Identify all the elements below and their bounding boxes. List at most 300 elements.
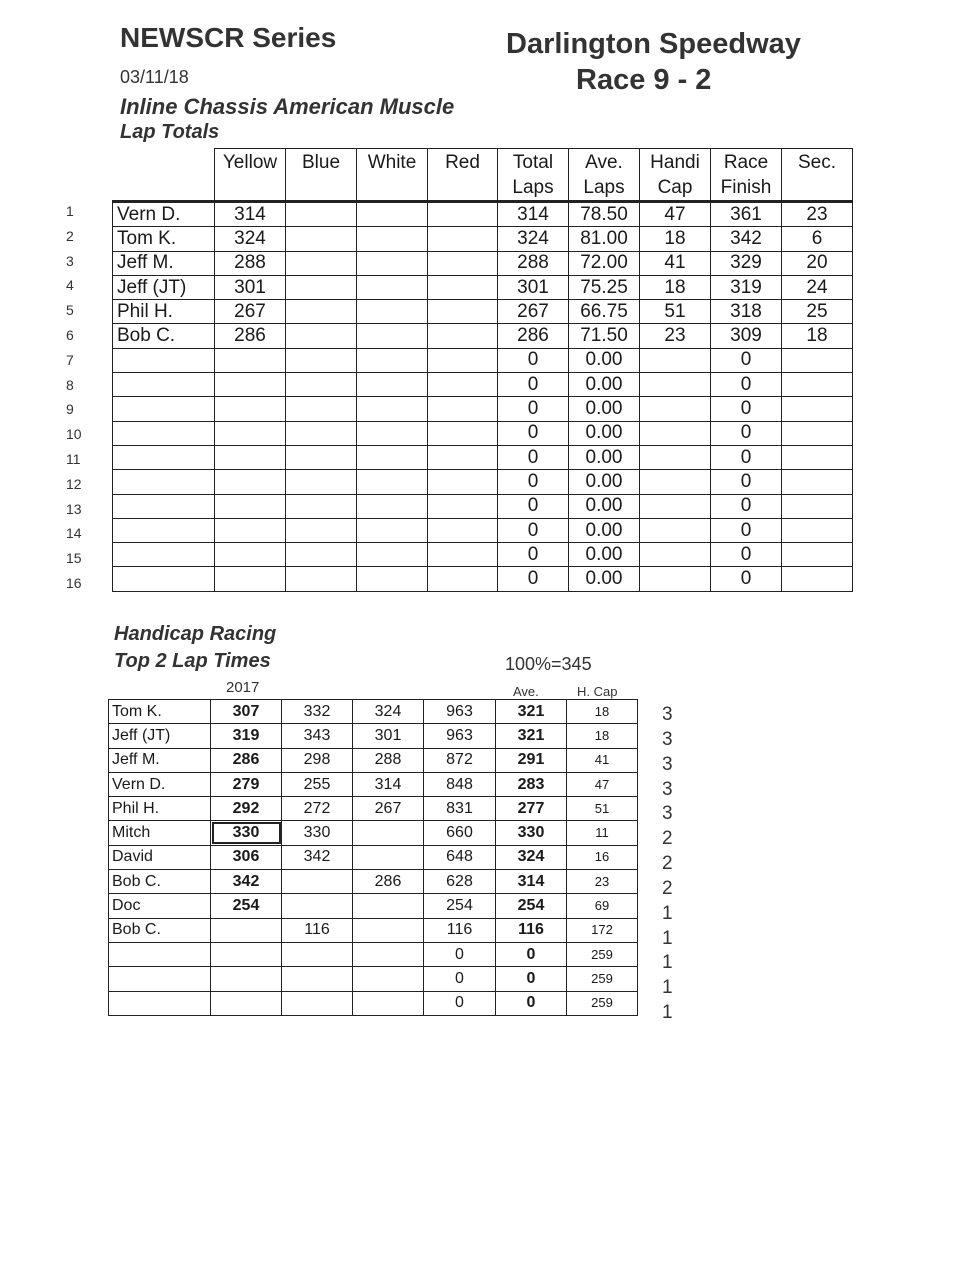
cell-sec [782,373,853,397]
cell-hcap: 16 [567,845,638,869]
cell-ave: 0.00 [569,494,640,518]
column-header-line1: Blue [301,152,341,173]
cell-handicap [640,470,711,494]
cell-yellow [215,445,286,469]
table-row [113,202,853,227]
cell-sec [782,518,853,542]
cell-y2017: 279 [211,772,282,796]
table-row [109,772,638,796]
cell-yellow [215,373,286,397]
row-number: 15 [66,550,82,567]
cell-total: 0 [498,373,569,397]
cell-ave: 81.00 [569,227,640,251]
cell-finish: 329 [711,251,782,275]
column-header-line2: Laps [512,177,554,198]
cell-sec [782,543,853,567]
cell-yellow [215,421,286,445]
cell-total: 831 [424,797,496,821]
cell-total: 324 [498,227,569,251]
cell-ave: 0.00 [569,445,640,469]
cell-name [113,470,215,494]
header-blank [113,149,215,202]
table-row [113,494,853,518]
cell-y2017: 254 [211,894,282,918]
cell-blue [286,445,357,469]
cell-name: Bob C. [109,918,211,942]
table-row [109,967,638,991]
cell-ave: 0 [496,967,567,991]
cell-sec [782,397,853,421]
cell-blue [286,202,357,227]
cell-total: 0 [424,942,496,966]
cell-y2017: 342 [211,870,282,894]
cell-finish: 361 [711,202,782,227]
cell-name [113,421,215,445]
cell-finish: 0 [711,373,782,397]
cell-name: Jeff (JT) [113,275,215,299]
cell-c2 [282,942,353,966]
cell-name [113,567,215,591]
cell-red [428,518,498,542]
cell-total: 628 [424,870,496,894]
cell-finish: 0 [711,518,782,542]
cell-white [357,348,428,372]
cell-c2: 342 [282,845,353,869]
cell-c2: 272 [282,797,353,821]
cell-white [357,227,428,251]
class-name: Inline Chassis American Muscle [120,94,455,119]
column-header [569,149,640,202]
cell-total: 0 [498,421,569,445]
cell-blue [286,275,357,299]
percent-note: 100%=345 [505,654,592,674]
race-count: 2 [662,828,673,850]
cell-blue [286,397,357,421]
cell-hcap: 259 [567,942,638,966]
table-row [109,700,638,724]
cell-handicap [640,373,711,397]
cell-name: Tom K. [113,227,215,251]
row-number: 5 [66,302,74,319]
table-row [109,797,638,821]
cell-hcap: 18 [567,724,638,748]
cell-y2017 [211,942,282,966]
cell-handicap [640,397,711,421]
cell-c3 [353,942,424,966]
column-header-line1: White [367,152,417,173]
cell-white [357,543,428,567]
race-count: 3 [662,753,673,775]
column-header-line1: Handi [650,152,700,173]
handicap-table [108,699,638,1016]
race-count: 2 [662,853,673,875]
cell-handicap [640,348,711,372]
cell-total: 0 [424,967,496,991]
cell-sec: 20 [782,251,853,275]
cell-sec [782,445,853,469]
cell-c3 [353,918,424,942]
cell-handicap: 51 [640,300,711,324]
cell-white [357,251,428,275]
cell-blue [286,543,357,567]
cell-white [357,202,428,227]
cell-blue [286,373,357,397]
cell-name: Jeff (JT) [109,724,211,748]
table-row [113,373,853,397]
cell-yellow [215,543,286,567]
cell-c2: 116 [282,918,353,942]
table-row [109,942,638,966]
cell-ave: 321 [496,724,567,748]
cell-hcap: 11 [567,821,638,845]
cell-ave: 75.25 [569,275,640,299]
cell-handicap: 47 [640,202,711,227]
cell-white [357,421,428,445]
cell-white [357,518,428,542]
cell-white [357,397,428,421]
column-header [498,149,569,202]
cell-yellow: 314 [215,202,286,227]
cell-finish: 0 [711,567,782,591]
table-row [113,324,853,348]
cell-blue [286,348,357,372]
cell-y2017: 286 [211,748,282,772]
cell-c3: 267 [353,797,424,821]
cell-white [357,445,428,469]
column-header-line1: Yellow [222,152,278,173]
cell-name: Tom K. [109,700,211,724]
cell-blue [286,227,357,251]
row-number: 14 [66,525,82,542]
cell-hcap: 51 [567,797,638,821]
track-name: Darlington Speedway [506,28,801,60]
cell-total: 0 [498,518,569,542]
cell-ave: 72.00 [569,251,640,275]
cell-sec: 23 [782,202,853,227]
cell-red [428,421,498,445]
cell-red [428,275,498,299]
cell-c3 [353,991,424,1015]
cell-c2: 330 [282,821,353,845]
row-number: 4 [66,277,74,294]
cell-yellow: 286 [215,324,286,348]
cell-yellow [215,470,286,494]
cell-ave: 321 [496,700,567,724]
handicap-subtitle: Top 2 Lap Times [114,650,271,672]
table-row [109,748,638,772]
cell-c3: 301 [353,724,424,748]
cell-hcap: 259 [567,991,638,1015]
column-header-line1: Race [723,152,769,173]
cell-total: 116 [424,918,496,942]
cell-sec [782,421,853,445]
cell-finish: 0 [711,397,782,421]
cell-c3: 324 [353,700,424,724]
handicap-title: Handicap Racing [114,623,277,645]
cell-red [428,251,498,275]
cell-finish: 0 [711,348,782,372]
row-number: 2 [66,227,74,244]
cell-y2017: 306 [211,845,282,869]
table-row [113,348,853,372]
cell-white [357,275,428,299]
cell-total: 286 [498,324,569,348]
row-number: 11 [66,450,81,467]
cell-handicap: 23 [640,324,711,348]
row-number: 16 [66,574,82,591]
cell-total: 0 [498,567,569,591]
race-date: 03/11/18 [120,67,189,87]
cell-sec [782,494,853,518]
race-count: 3 [662,778,673,800]
cell-hcap: 47 [567,772,638,796]
cell-c2 [282,991,353,1015]
cell-name [113,373,215,397]
cell-y2017: 319 [211,724,282,748]
cell-total: 314 [498,202,569,227]
table-row [109,845,638,869]
cell-ave: 0.00 [569,421,640,445]
cell-finish: 0 [711,445,782,469]
table-row [113,275,853,299]
cell-name [113,543,215,567]
cell-finish: 318 [711,300,782,324]
cell-red [428,300,498,324]
column-header-line2: Cap [657,177,693,198]
cell-yellow: 301 [215,275,286,299]
cell-white [357,567,428,591]
cell-c3: 288 [353,748,424,772]
cell-finish: 342 [711,227,782,251]
table-row [113,227,853,251]
cell-total: 0 [498,445,569,469]
row-number: 12 [66,475,82,492]
cell-finish: 0 [711,543,782,567]
cell-ave: 0.00 [569,567,640,591]
cell-red [428,567,498,591]
lap-totals-header-row [113,149,853,202]
race-count: 2 [662,877,673,899]
cell-y2017 [211,918,282,942]
cell-total: 0 [498,543,569,567]
cell-yellow [215,397,286,421]
table-row [113,543,853,567]
cell-ave: 0 [496,942,567,966]
cell-red [428,445,498,469]
cell-handicap [640,518,711,542]
table-row [109,724,638,748]
cell-total: 872 [424,748,496,772]
cell-white [357,324,428,348]
hcap-label: H. Cap [577,684,618,699]
table-row [109,918,638,942]
cell-ave: 314 [496,870,567,894]
cell-name: Jeff M. [109,748,211,772]
cell-handicap: 41 [640,251,711,275]
cell-red [428,373,498,397]
cell-name: Bob C. [113,324,215,348]
cell-total: 0 [498,470,569,494]
cell-y2017: 307 [211,700,282,724]
column-header-line1: Sec. [797,152,837,173]
table-row [109,991,638,1015]
cell-ave: 0.00 [569,470,640,494]
cell-y2017: 330 [211,821,282,845]
cell-finish: 0 [711,470,782,494]
cell-c2: 332 [282,700,353,724]
table-row [109,870,638,894]
cell-blue [286,494,357,518]
row-number: 1 [66,203,74,219]
cell-yellow [215,494,286,518]
race-count-column [662,703,673,1026]
table-row [113,518,853,542]
cell-sec [782,348,853,372]
cell-handicap: 18 [640,227,711,251]
cell-total: 0 [424,991,496,1015]
row-number: 9 [66,401,74,418]
cell-handicap [640,494,711,518]
cell-hcap: 172 [567,918,638,942]
cell-handicap [640,445,711,469]
cell-total: 267 [498,300,569,324]
cell-yellow: 288 [215,251,286,275]
cell-red [428,348,498,372]
table-row [113,567,853,591]
cell-c3 [353,845,424,869]
cell-sec: 6 [782,227,853,251]
cell-ave: 0.00 [569,397,640,421]
cell-name: Vern D. [113,202,215,227]
cell-red [428,494,498,518]
cell-red [428,543,498,567]
cell-name [113,518,215,542]
column-header-line1: Total [512,152,554,173]
race-count: 3 [662,803,673,825]
cell-name [113,397,215,421]
row-number: 13 [66,500,82,517]
row-number: 3 [66,252,74,269]
cell-yellow: 267 [215,300,286,324]
column-header [286,149,357,202]
cell-finish: 0 [711,421,782,445]
cell-red [428,324,498,348]
cell-name [109,991,211,1015]
cell-name [113,348,215,372]
cell-name: David [109,845,211,869]
cell-total: 301 [498,275,569,299]
cell-red [428,202,498,227]
cell-y2017: 292 [211,797,282,821]
cell-total: 0 [498,494,569,518]
cell-name: Phil H. [109,797,211,821]
cell-ave: 0.00 [569,373,640,397]
cell-total: 0 [498,397,569,421]
cell-name [113,494,215,518]
cell-handicap [640,421,711,445]
cell-ave: 78.50 [569,202,640,227]
cell-yellow [215,348,286,372]
race-count: 1 [662,902,673,924]
cell-y2017 [211,991,282,1015]
cell-c2 [282,967,353,991]
table-row [113,300,853,324]
row-number-column [66,199,82,596]
cell-ave: 277 [496,797,567,821]
cell-yellow: 324 [215,227,286,251]
cell-ave: 0.00 [569,518,640,542]
cell-sec: 25 [782,300,853,324]
cell-ave: 0.00 [569,348,640,372]
cell-sec: 24 [782,275,853,299]
cell-name: Mitch [109,821,211,845]
column-header [782,149,853,202]
year-label: 2017 [226,679,260,696]
lap-totals-table [112,148,853,592]
cell-handicap: 18 [640,275,711,299]
cell-red [428,397,498,421]
column-header [711,149,782,202]
cell-white [357,470,428,494]
ave-label: Ave. [513,684,539,699]
race-number: Race 9 - 2 [576,64,712,96]
column-header [357,149,428,202]
cell-finish: 0 [711,494,782,518]
cell-ave: 0.00 [569,543,640,567]
cell-finish: 319 [711,275,782,299]
column-header-line2: Finish [720,177,772,198]
cell-c3: 286 [353,870,424,894]
table-row [113,445,853,469]
cell-sec [782,470,853,494]
cell-name [113,445,215,469]
cell-total: 254 [424,894,496,918]
column-header [428,149,498,202]
column-header-line1: Red [445,152,480,173]
cell-name: Phil H. [113,300,215,324]
cell-hcap: 18 [567,700,638,724]
cell-ave: 254 [496,894,567,918]
cell-ave: 71.50 [569,324,640,348]
table-row [109,894,638,918]
cell-handicap [640,567,711,591]
cell-c3 [353,821,424,845]
cell-blue [286,470,357,494]
cell-total: 963 [424,700,496,724]
table-row [113,397,853,421]
cell-c2: 255 [282,772,353,796]
cell-white [357,494,428,518]
cell-yellow [215,567,286,591]
race-count: 1 [662,1002,673,1024]
cell-c2 [282,870,353,894]
column-header-line2: Laps [583,177,625,198]
cell-c3 [353,894,424,918]
cell-hcap: 41 [567,748,638,772]
cell-white [357,373,428,397]
column-header [640,149,711,202]
cell-handicap [640,543,711,567]
column-header [215,149,286,202]
race-count: 3 [662,728,673,750]
cell-red [428,227,498,251]
cell-ave: 0 [496,991,567,1015]
cell-name: Jeff M. [113,251,215,275]
row-number: 8 [66,376,74,393]
cell-blue [286,251,357,275]
cell-yellow [215,518,286,542]
cell-ave: 324 [496,845,567,869]
